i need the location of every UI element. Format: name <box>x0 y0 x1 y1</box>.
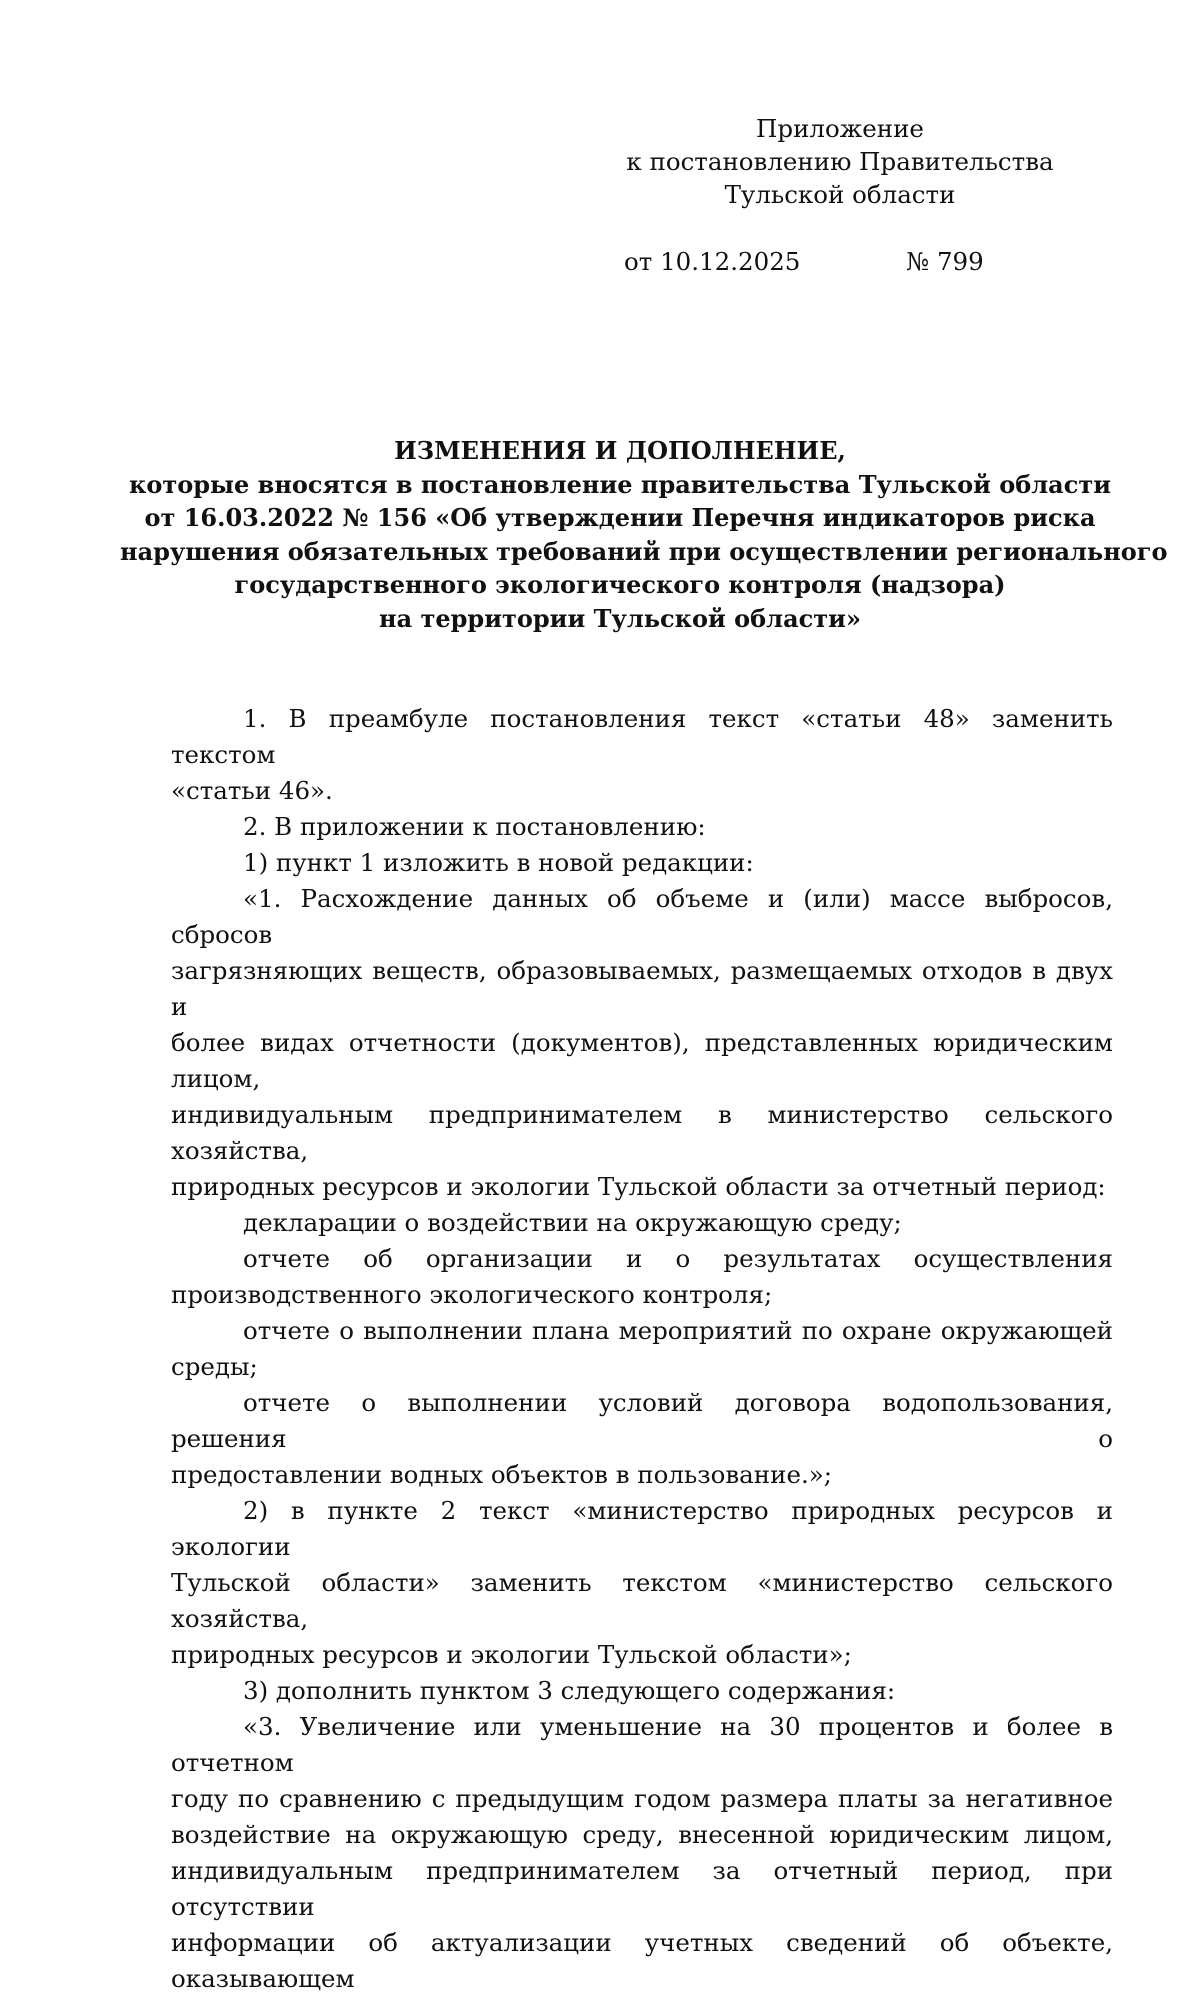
document-body <box>171 701 1113 1997</box>
document-date: от 10.12.2025 <box>624 247 801 276</box>
title-line: на территории Тульской области» <box>379 603 861 633</box>
title-line: нарушения обязательных требований при осуществлении регионального <box>120 536 1168 566</box>
body-text-line: информации об актуализации учетных сведений об объекте, оказывающем <box>171 1928 1113 1993</box>
body-text-line: 3) дополнить пунктом 3 следующего содержания: <box>243 1676 896 1705</box>
body-text-line: «статьи 46». <box>171 776 333 805</box>
body-text-line: 2) в пункте 2 текст «министерство природных ресурсов и экологии <box>171 1496 1113 1561</box>
body-text-line: предоставлении водных объектов в пользование.»; <box>171 1460 832 1489</box>
body-text-line: природных ресурсов и экологии Тульской области за отчетный период: <box>171 1172 1106 1201</box>
body-text-line: декларации о воздействии на окружающую среду; <box>243 1208 902 1237</box>
appendix-line: к постановлению Правительства <box>626 147 1054 176</box>
body-text-line: 2. В приложении к постановлению: <box>243 812 706 841</box>
document-number: № 799 <box>906 247 984 276</box>
body-text-line: отчете о выполнении условий договора водопользования, решения о <box>171 1388 1113 1453</box>
body-text-line: более видах отчетности (документов), представленных юридическим лицом, <box>171 1028 1113 1093</box>
body-text-line: 1) пункт 1 изложить в новой редакции: <box>243 848 754 877</box>
body-text-line: производственного экологического контроля; <box>171 1280 773 1309</box>
body-text-line: загрязняющих веществ, образовываемых, размещаемых отходов в двух и <box>171 956 1113 1021</box>
body-text-line: индивидуальным предпринимателем за отчетный период, при отсутствии <box>171 1856 1113 1921</box>
body-text-line: году по сравнению с предыдущим годом размера платы за негативное <box>171 1784 1113 1813</box>
title-line: которые вносятся в постановление правительства Тульской области <box>128 469 1112 499</box>
appendix-line: Приложение <box>756 114 924 143</box>
title-line: государственного экологического контроля (надзора) <box>234 570 1006 599</box>
body-text-line: отчете о выполнении плана мероприятий по охране окружающей среды; <box>171 1316 1113 1381</box>
body-text-line: воздействие на окружающую среду, внесенной юридическим лицом, <box>171 1820 1113 1849</box>
body-text-line: Тульской области» заменить текстом «министерство сельского хозяйства, <box>171 1568 1113 1633</box>
body-text-line: природных ресурсов и экологии Тульской области»; <box>171 1640 852 1669</box>
appendix-header <box>560 112 1120 211</box>
body-text-line: 1. В преамбуле постановления текст «статьи 48» заменить текстом <box>171 704 1113 769</box>
body-text-line: «3. Увеличение или уменьшение на 30 процентов и более в отчетном <box>171 1712 1113 1777</box>
body-text-line: «1. Расхождение данных об объеме и (или) массе выбросов, сбросов <box>171 884 1113 949</box>
body-text-line: отчете об организации и о результатах осуществления <box>243 1244 1113 1273</box>
document-title <box>120 434 1168 635</box>
title-line: ИЗМЕНЕНИЯ И ДОПОЛНЕНИЕ, <box>394 436 846 465</box>
title-line: от 16.03.2022 № 156 «Об утверждении Перечня индикаторов риска <box>144 503 1096 532</box>
appendix-line: Тульской области <box>724 180 956 209</box>
body-text-line: индивидуальным предпринимателем в министерство сельского хозяйства, <box>171 1100 1113 1165</box>
